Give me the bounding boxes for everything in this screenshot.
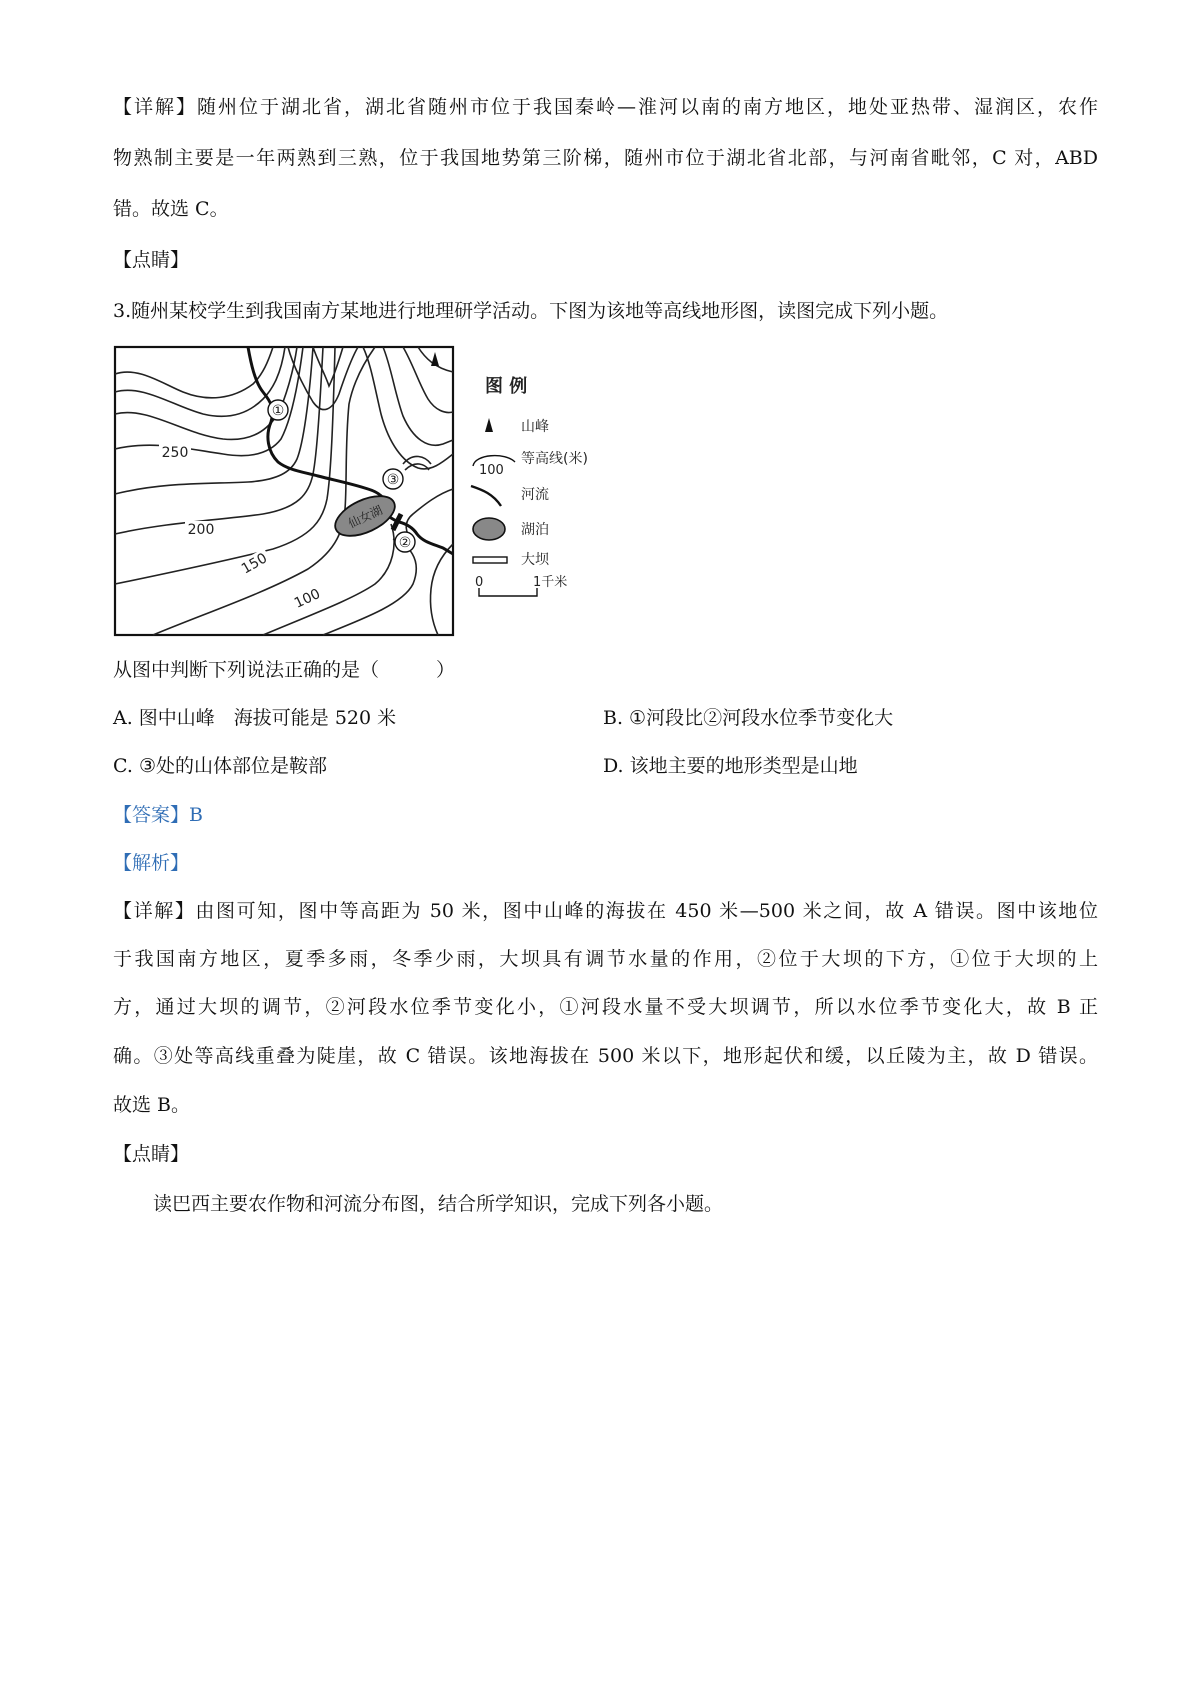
detail-paragraph-2-line-2: 于我国南方地区，夏季多雨，冬季少雨，大坝具有调节水量的作用，②位于大坝的下方，①位于大坝的上 [113,948,1098,970]
legend-river-label: 河流 [521,487,549,503]
contour-label-250: 250 [161,445,189,461]
detail-paragraph-2-line-5: 故选 B。 [113,1094,191,1116]
contour-label-100: 100 [291,586,323,612]
detail-paragraph-2-line-3: 方，通过大坝的调节，②河段水位季节变化小，①河段水量不受大坝调节，所以水位季节变化大，故 B 正 [113,996,1098,1018]
option-d: D. 该地主要的地形类型是山地 [603,755,858,777]
dianjing-heading-2: 【点睛】 [113,1143,190,1165]
legend-scale-bar [479,588,537,596]
contour-map-svg [113,344,603,640]
legend-scale-one: 1千米 [533,575,568,590]
contour-map-figure [113,344,603,640]
legend-river-icon [471,486,501,506]
answer-line: 【答案】B [113,804,203,826]
option-b: B. ①河段比②河段水位季节变化大 [603,707,894,729]
legend-contour-label: 等高线(米) [521,451,588,467]
map-frame [115,347,453,635]
contour-label-150: 150 [238,550,271,578]
detail-paragraph-1-line-3: 错。故选 C。 [113,198,229,220]
option-c: C. ③处的山体部位是鞍部 [113,755,327,777]
point-label-2: ② [398,535,412,551]
detail-paragraph-2-line-4: 确。③处等高线重叠为陡崖，故 C 错误。该地海拔在 500 米以下，地形起伏和缓，以丘陵为主，故 D 错误。 [113,1045,1098,1067]
legend-peak-icon [485,418,493,432]
detail-paragraph-1-line-1: 【详解】随州位于湖北省，湖北省随州市位于我国秦岭—淮河以南的南方地区，地处亚热带、湿润区，农作 [113,96,1098,118]
next-question-intro: 读巴西主要农作物和河流分布图，结合所学知识，完成下列各小题。 [153,1193,724,1215]
option-a: A. 图中山峰 海拔可能是 520 米 [113,707,397,729]
legend-peak-label: 山峰 [521,419,549,435]
dianjing-heading-1: 【点睛】 [113,249,190,271]
detail-paragraph-1-line-2: 物熟制主要是一年两熟到三熟，位于我国地势第三阶梯，随州市位于湖北省北部，与河南省毗邻，C 对，ABD [113,147,1098,169]
analysis-heading: 【解析】 [113,852,190,874]
legend-lake-label: 湖泊 [521,522,549,538]
detail-paragraph-2-line-1: 【详解】由图可知，图中等高距为 50 米，图中山峰的海拔在 450 米—500 米之间，故 A 错误。图中该地位 [113,900,1098,922]
legend-lake-icon [473,518,505,540]
legend-contour-sample: 100 [479,463,504,478]
map-legend [471,375,588,596]
legend-dam-label: 大坝 [521,552,549,568]
lake-label: 仙女湖 [346,502,385,531]
question-stem: 从图中判断下列说法正确的是（ ） [113,659,456,681]
point-label-1: ① [271,403,285,419]
legend-title: 图 例 [485,376,528,397]
legend-scale-zero: 0 [475,575,484,590]
point-label-3: ③ [386,472,400,488]
question-3-text: 3.随州某校学生到我国南方某地进行地理研学活动。下图为该地等高线地形图，读图完成下列小题。 [113,300,949,322]
legend-dam-icon [473,557,507,563]
contour-label-200: 200 [187,522,215,538]
